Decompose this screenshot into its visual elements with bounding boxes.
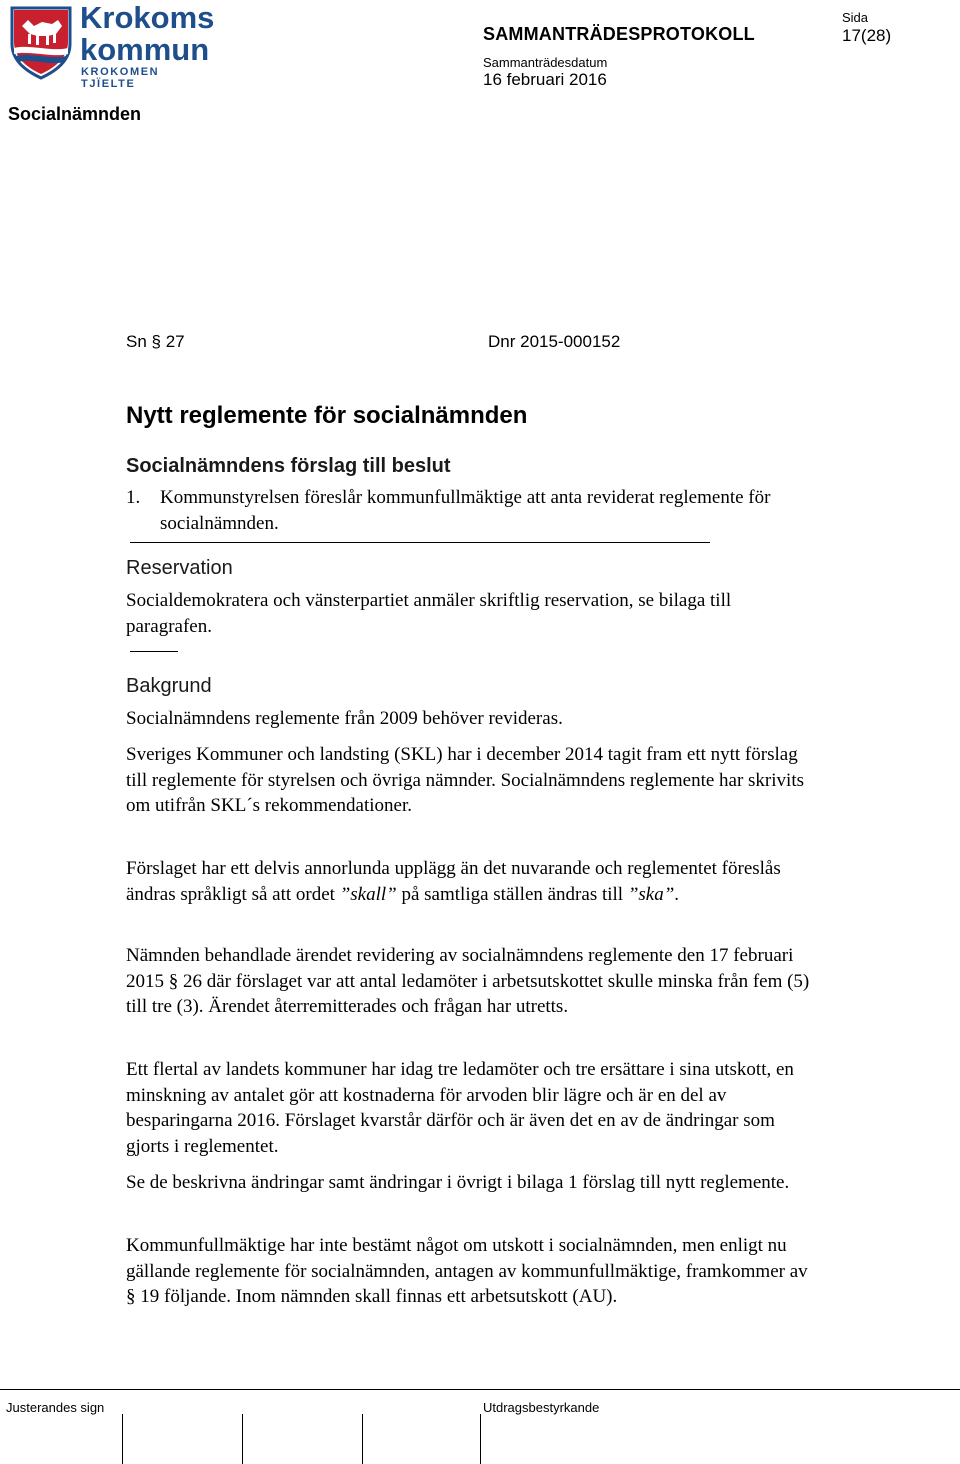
page-title: Nytt reglemente för socialnämnden	[126, 402, 528, 429]
signature-box-divider	[242, 1414, 243, 1464]
case-paragraph-number: Sn § 27	[126, 332, 185, 351]
logo-name-line2: kommun	[80, 32, 210, 67]
footer-divider	[0, 1389, 960, 1390]
paragraph-text: Förslaget har ett delvis annorlunda upplägg än det nuvarande och reglementet föreslås ändras språkligt så att ordet	[126, 858, 781, 905]
krokoms-kommun-logo	[8, 0, 215, 90]
background-paragraph: Socialnämndens reglemente från 2009 behöver revideras.	[126, 708, 563, 729]
quoted-word: ”ska”	[627, 883, 675, 905]
meeting-date-label: Sammanträdesdatum	[483, 55, 608, 70]
background-paragraph	[126, 856, 816, 907]
reservation-text: Socialdemokratera och vänsterpartiet anmäler skriftlig reservation, se bilaga till paragrafen.	[126, 590, 732, 637]
quoted-word: ”skall”	[339, 883, 397, 905]
background-paragraph: Kommunfullmäktige har inte bestämt något om utskott i socialnämnden, men enligt nu gällande reglemente för socialnämnden, antagen av kommunfullmäktige, framkommer av § 19 följande. Inom nämnden skall finnas ett arbetsutskott (AU).	[126, 1235, 808, 1308]
background-paragraph: Sveriges Kommuner och landsting (SKL) har i december 2014 tagit fram ett nytt förslag till reglemente för styrelsen och övriga nämnder. Socialnämndens reglemente har skrivits om utifrån SKL´s rekommendationer.	[126, 744, 804, 817]
footer-extract-label: Utdragsbestyrkande	[483, 1400, 600, 1415]
case-diary-number: Dnr 2015-000152	[488, 332, 621, 351]
paragraph-text: på samtliga ställen ändras till	[396, 883, 628, 905]
proposal-item-number: 1.	[126, 487, 141, 508]
section-divider-short	[130, 651, 178, 652]
background-paragraph: Ett flertal av landets kommuner har idag tre ledamöter och tre ersättare i sina utskott, en minskning av antalet gör att kostnaderna för arvoden blir lägre och är en del av besparingarna 2016. Förslaget kvarstår därför och är även det en av de ändringar som gjorts i reglementet.	[126, 1059, 794, 1158]
meeting-date: 16 februari 2016	[483, 70, 607, 89]
proposal-heading: Socialnämndens förslag till beslut	[126, 455, 451, 477]
background-paragraph: Se de beskrivna ändringar samt ändringar i övrigt i bilaga 1 förslag till nytt reglemente.	[126, 1172, 790, 1193]
signature-box-divider	[480, 1414, 481, 1464]
document-type: SAMMANTRÄDESPROTOKOLL	[483, 24, 755, 44]
page-number: 17(28)	[842, 26, 892, 45]
footer-signature-label: Justerandes sign	[6, 1400, 105, 1415]
logo-name-line1: Krokoms	[80, 0, 215, 35]
reservation-heading: Reservation	[126, 557, 233, 579]
proposal-item-text: Kommunstyrelsen föreslår kommunfullmäktige att anta reviderat reglemente för socialnämnden.	[160, 487, 771, 534]
department-name: Socialnämnden	[8, 104, 142, 124]
logo-tagline: KROKOMEN TJÏELTE	[81, 66, 160, 90]
background-paragraph: Nämnden behandlade ärendet revidering av socialnämndens reglemente den 17 februari 2015 § 26 där förslaget var att antal ledamöter i arbetsutskottet skulle minska från fem (5) till tre (3). Ärendet återremitterades och frågan har utretts.	[126, 945, 810, 1018]
signature-box-divider	[362, 1414, 363, 1464]
page-label: Sida	[842, 10, 869, 25]
coat-of-arms-icon	[8, 4, 74, 80]
background-heading: Bakgrund	[126, 675, 212, 697]
signature-box-divider	[122, 1414, 123, 1464]
section-divider	[130, 542, 710, 543]
paragraph-text: .	[674, 883, 680, 905]
